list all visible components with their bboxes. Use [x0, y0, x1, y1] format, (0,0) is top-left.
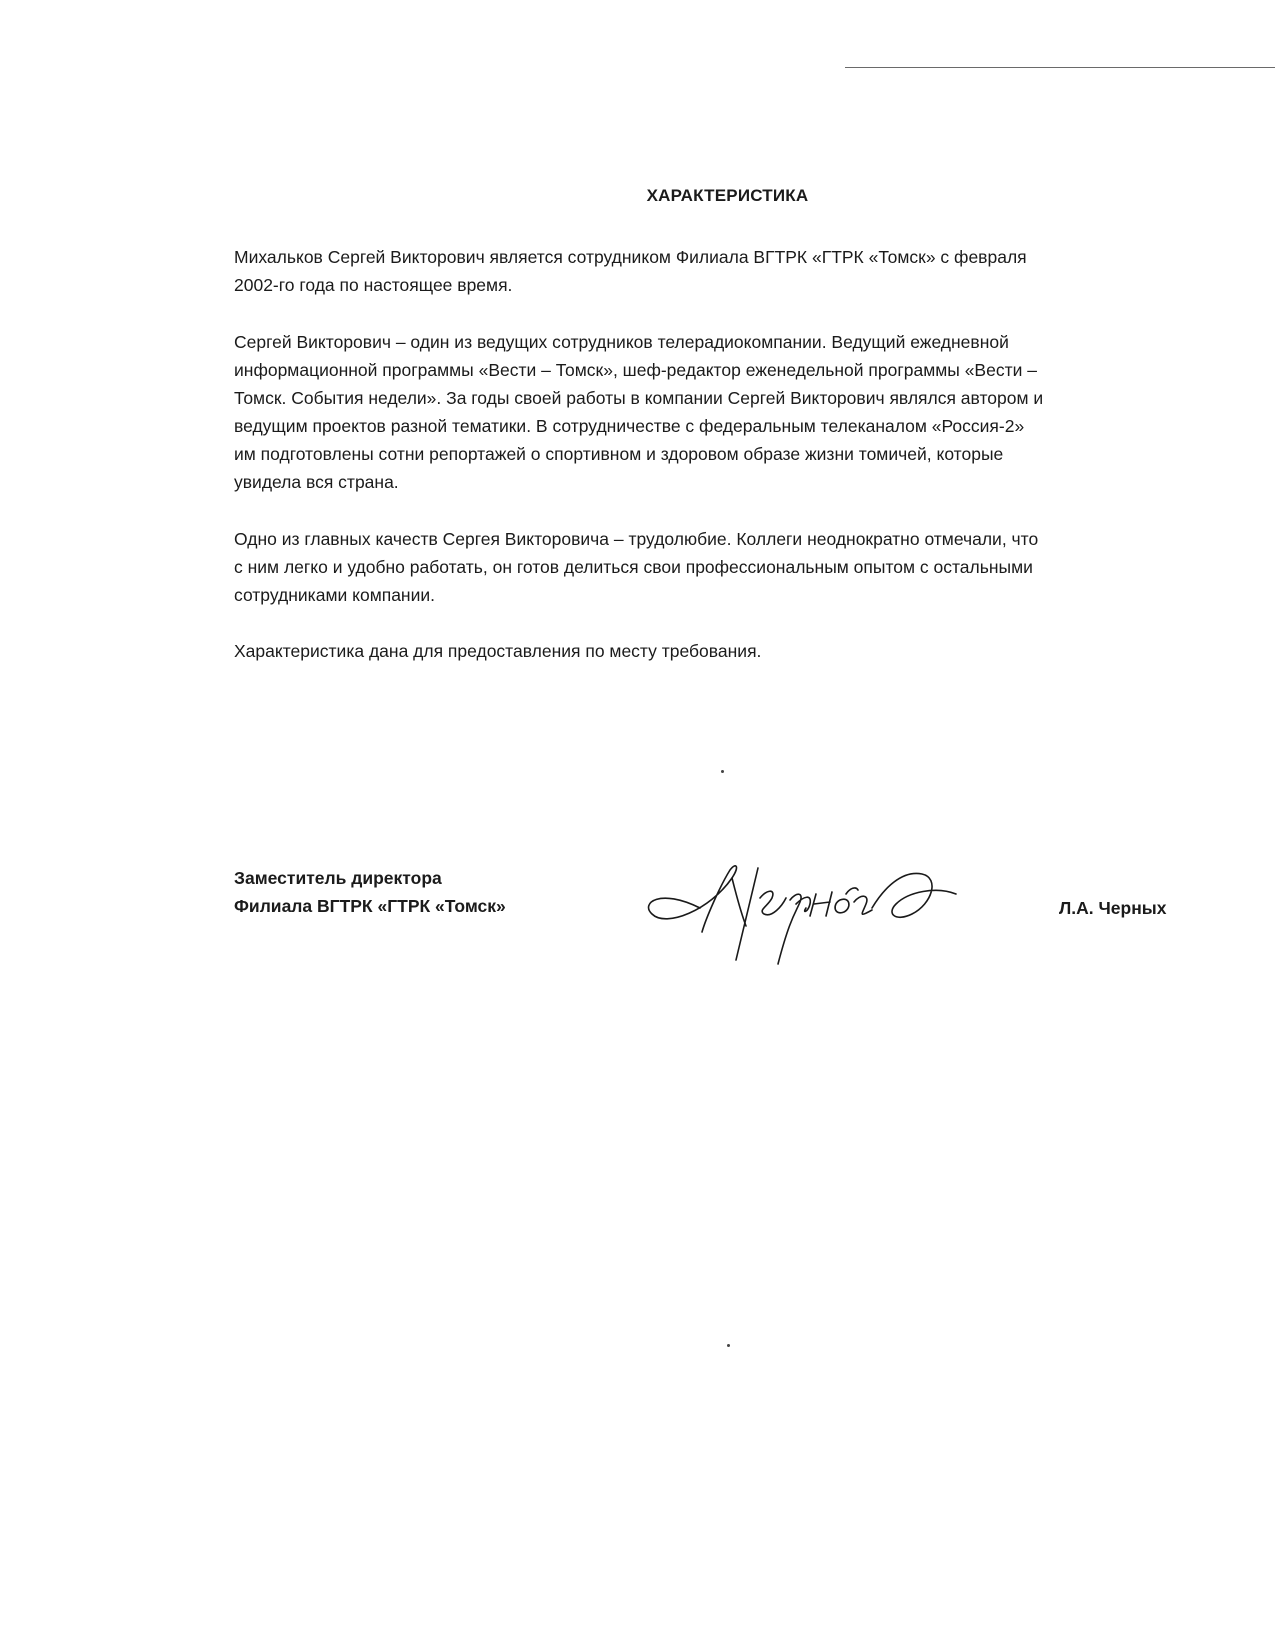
paragraph-line: сотрудниками компании.	[234, 585, 436, 605]
paragraph-line: ведущим проектов разной тематики. В сотрудничестве с федеральным телеканалом «Россия-2»	[234, 416, 1025, 436]
paragraph-achievements	[234, 328, 1234, 496]
paragraph-line: Характеристика дана для предоставления по месту требования.	[234, 641, 762, 661]
scan-top-rule	[845, 67, 1275, 68]
paragraph-qualities	[234, 525, 1234, 609]
paragraph-line: 2002-го года по настоящее время.	[234, 275, 513, 295]
paragraph-line: Сергей Викторович – один из ведущих сотрудников телерадиокомпании. Ведущий ежедневной	[234, 332, 1009, 352]
scan-speck	[721, 770, 724, 773]
paragraph-line: Одно из главных качеств Сергея Викторовича – трудолюбие. Коллеги неоднократно отмечали, что	[234, 529, 1039, 549]
handwritten-signature-icon	[640, 848, 970, 968]
paragraph-line: увидела вся страна.	[234, 472, 399, 492]
paragraph-line: с ним легко и удобно работать, он готов делиться свои профессиональным опытом с остальными	[234, 557, 1033, 577]
signatory-position-line: Заместитель директора	[234, 868, 442, 888]
signatory-position-line: Филиала ВГТРК «ГТРК «Томск»	[234, 896, 506, 916]
paragraph-line: информационной программы «Вести – Томск», шеф-редактор еженедельной программы «Вести –	[234, 360, 1037, 380]
paragraph-purpose	[234, 637, 1234, 665]
signatory-name: Л.А. Черных	[1059, 898, 1167, 918]
document-title: ХАРАКТЕРИСТИКА	[646, 186, 809, 205]
paragraph-line: Михальков Сергей Викторович является сотрудником Филиала ВГТРК «ГТРК «Томск» с февраля	[234, 247, 1027, 267]
paragraph-line: им подготовлены сотни репортажей о спортивном и здоровом образе жизни томичей, которые	[234, 444, 1004, 464]
paragraph-employment	[234, 243, 1234, 299]
scan-speck	[727, 1344, 730, 1347]
paragraph-line: Томск. События недели». За годы своей работы в компании Сергей Викторович являлся автором и	[234, 388, 1044, 408]
signatory-position	[234, 864, 506, 920]
